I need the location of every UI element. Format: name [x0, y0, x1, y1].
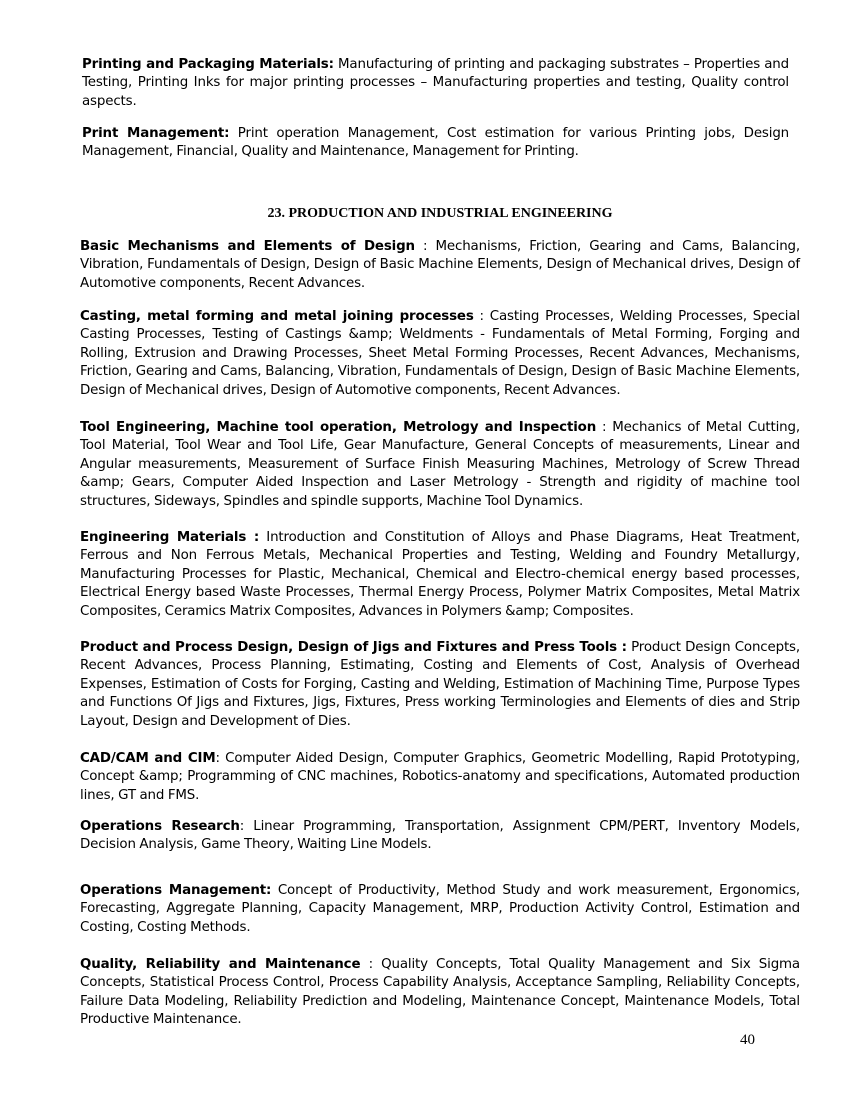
- topic-casting-forming-joining: [80, 308, 800, 400]
- topic-body: : Quality Concepts, Total Quality Management and Six Sigma Concepts, Statistical Process Control, Process Capability Analysis, Acceptance Sampling, Reliability Concepts, Failure Data Modeling, Reliability Prediction and Modeling, Maintenance Concept, Maintenance Models, Total Productive Maintenance.: [80, 957, 800, 1028]
- topic-product-process-design: [80, 639, 800, 731]
- page-number: 40: [740, 1032, 755, 1048]
- topic-body: : Linear Programming, Transportation, Assignment CPM/PERT, Inventory Models, Decision Analysis, Game Theory, Waiting Line Models.: [80, 819, 800, 853]
- topic-heading: Casting, metal forming and metal joining processes: [80, 309, 474, 324]
- section-title: 23. PRODUCTION AND INDUSTRIAL ENGINEERING: [267, 206, 613, 221]
- topic-heading: CAD/CAM and CIM: [80, 751, 216, 766]
- paragraph-printing-packaging-materials: [82, 56, 789, 111]
- topic-heading: Product and Process Design, Design of Jigs and Fixtures and Press Tools :: [80, 640, 627, 655]
- topic-cad-cam-cim: [80, 750, 800, 805]
- paragraph-heading: Printing and Packaging Materials:: [82, 57, 334, 72]
- topic-heading: Quality, Reliability and Maintenance: [80, 957, 361, 972]
- topic-body: : Mechanics of Metal Cutting, Tool Material, Tool Wear and Tool Life, Gear Manufacture, General Concepts of measurements, Linear and Angular measurements, Measurement of Surface Finish Measuring Machines, Metrology of Screw Thread &amp; Gears, Computer Aided Inspection and Laser Metrology - Strength and rigidity of machine tool structures, Sideways, Spindles and spindle supports, Machine Tool Dynamics.: [80, 420, 800, 509]
- topic-body: Concept of Productivity, Method Study and work measurement, Ergonomics, Forecasting, Aggregate Planning, Capacity Management, MRP, Production Activity Control, Estimation and Costing, Costing Methods.: [80, 883, 800, 935]
- topic-operations-management: [80, 882, 800, 937]
- topic-body: Product Design Concepts, Recent Advances, Process Planning, Estimating, Costing and Elements of Cost, Analysis of Overhead Expenses, Estimation of Costs for Forging, Casting and Welding, Estimation of Machining Time, Purpose Types and Functions Of Jigs and Fixtures, Jigs, Fixtures, Press working Terminologies and Elements of dies and Strip Layout, Design and Development of Dies.: [80, 640, 800, 729]
- topic-operations-research: [80, 818, 800, 855]
- paragraph-print-management: [82, 125, 789, 162]
- paragraph-body: Manufacturing of printing and packaging substrates – Properties and Testing, Printing Inks for major printing processes – Manufacturing properties and testing, Quality control aspects.: [82, 57, 789, 109]
- topic-engineering-materials: [80, 529, 800, 621]
- paragraph-heading: Print Management:: [82, 126, 230, 141]
- topic-body: : Casting Processes, Welding Processes, Special Casting Processes, Testing of Castings &amp; Weldments - Fundamentals of Metal Forming, Forging and Rolling, Extrusion and Drawing Processes, Sheet Metal Forming Processes, Recent Advances, Mechanisms, Friction, Gearing and Cams, Balancing, Vibration, Fundamentals of Design, Design of Basic Machine Elements, Design of Mechanical drives, Design of Automotive components, Recent Advances.: [80, 309, 800, 398]
- topic-heading: Engineering Materials :: [80, 530, 260, 545]
- topic-basic-mechanisms: [80, 238, 800, 293]
- topic-heading: Basic Mechanisms and Elements of Design: [80, 239, 415, 254]
- topic-heading: Tool Engineering, Machine tool operation, Metrology and Inspection: [80, 420, 597, 435]
- topic-body: : Computer Aided Design, Computer Graphics, Geometric Modelling, Rapid Prototyping, Concept &amp; Programming of CNC machines, Robotics-anatomy and specifications, Automated production lines, GT and FMS.: [80, 751, 800, 803]
- topic-quality-reliability-maintenance: [80, 956, 800, 1030]
- topic-tool-engineering: [80, 419, 800, 511]
- topic-heading: Operations Research: [80, 819, 240, 834]
- topic-body: Introduction and Constitution of Alloys and Phase Diagrams, Heat Treatment, Ferrous and Non Ferrous Metals, Mechanical Properties and Testing, Welding and Foundry Metallurgy, Manufacturing Processes for Plastic, Mechanical, Chemical and Electro-chemical energy based processes, Electrical Energy based Waste Processes, Thermal Energy Process, Polymer Matrix Composites, Metal Matrix Composites, Ceramics Matrix Composites, Advances in Polymers &amp; Composites.: [80, 530, 800, 619]
- topic-body: : Mechanisms, Friction, Gearing and Cams, Balancing, Vibration, Fundamentals of Design, Design of Basic Machine Elements, Design of Mechanical drives, Design of Automotive components, Recent Advances.: [80, 239, 800, 291]
- topic-heading: Operations Management:: [80, 883, 272, 898]
- paragraph-body: Print operation Management, Cost estimation for various Printing jobs, Design Management, Financial, Quality and Maintenance, Management for Printing.: [82, 126, 790, 160]
